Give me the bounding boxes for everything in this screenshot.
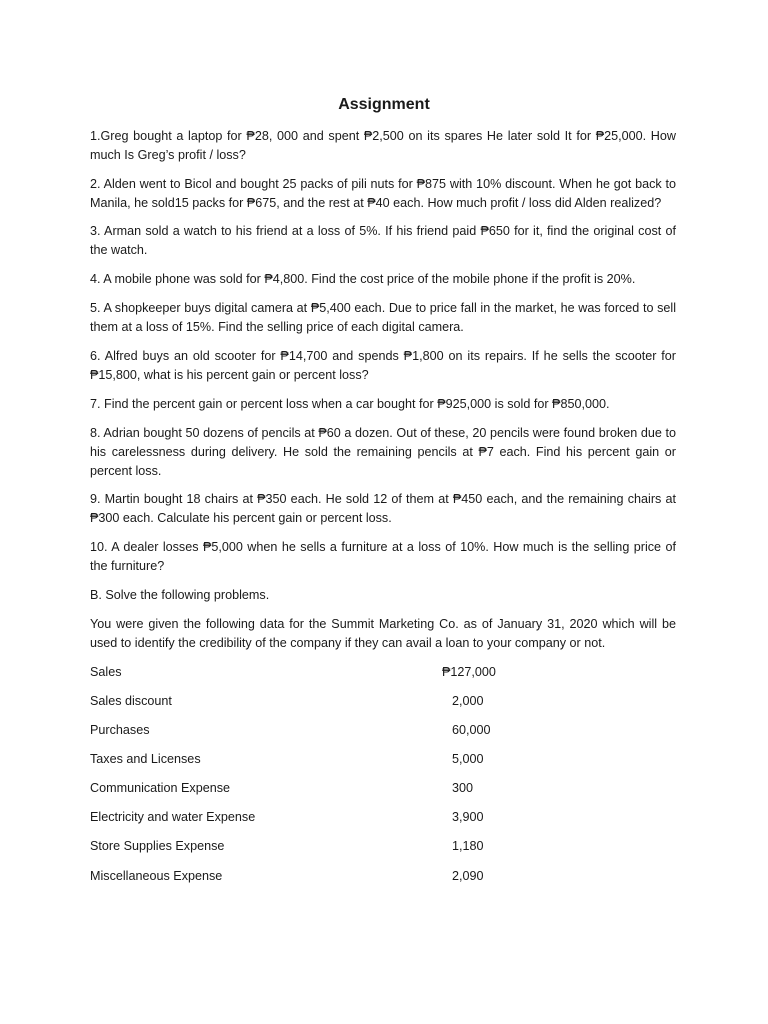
problem-7: 7. Find the percent gain or percent loss when a car bought for ₱925,000 is sold for ₱850,000. bbox=[90, 397, 610, 411]
ledger-value: 1,180 bbox=[452, 839, 484, 853]
ledger-label: Miscellaneous Expense bbox=[90, 869, 223, 883]
ledger-label: Store Supplies Expense bbox=[90, 839, 225, 853]
problem-1: 1.Greg bought a laptop for ₱28, 000 and spent ₱2,500 on its spares He later sold It for ₱25,000. How much Is Greg’s profit / loss? bbox=[90, 129, 676, 162]
ledger-row bbox=[90, 779, 676, 798]
ledger-value: 300 bbox=[452, 781, 474, 795]
ledger-row bbox=[90, 663, 676, 682]
ledger-label: Sales discount bbox=[90, 694, 172, 708]
problem-4: 4. A mobile phone was sold for ₱4,800. Find the cost price of the mobile phone if the profit is 20%. bbox=[90, 272, 636, 286]
problem-8: 8. Adrian bought 50 dozens of pencils at ₱60 a dozen. Out of these, 20 pencils were found broken due to his carelessness during delivery. He sold the remaining pencils at ₱7 each. Find his percent gain or percent loss. bbox=[90, 426, 676, 478]
problem-5: 5. A shopkeeper buys digital camera at ₱5,400 each. Due to price fall in the market, he was forced to sell them at a loss of 15%. Find the selling price of each digital camera. bbox=[90, 301, 676, 334]
section-b-heading: B. Solve the following problems. bbox=[90, 588, 270, 602]
ledger-value: 3,900 bbox=[452, 810, 484, 824]
ledger-value: ₱127,000 bbox=[442, 665, 496, 679]
document-title: Assignment bbox=[338, 96, 430, 113]
problem-2: 2. Alden went to Bicol and bought 25 packs of pili nuts for ₱875 with 10% discount. When he got back to Manila, he sold15 packs for ₱675, and the rest at ₱40 each. How much profit / loss did Alden realized? bbox=[90, 177, 676, 210]
problem-6: 6. Alfred buys an old scooter for ₱14,700 and spends ₱1,800 on its repairs. If he sells the scooter for ₱15,800, what is his percent gain or percent loss? bbox=[90, 349, 676, 382]
problem-3: 3. Arman sold a watch to his friend at a loss of 5%. If his friend paid ₱650 for it, find the original cost of the watch. bbox=[90, 224, 676, 257]
ledger-value: 60,000 bbox=[452, 723, 491, 737]
problem-9: 9. Martin bought 18 chairs at ₱350 each. He sold 12 of them at ₱450 each, and the remaining chairs at ₱300 each. Calculate his percent gain or percent loss. bbox=[90, 492, 676, 525]
ledger-row bbox=[90, 837, 676, 856]
ledger-value: 5,000 bbox=[452, 752, 484, 766]
ledger-row bbox=[90, 867, 676, 886]
ledger-row bbox=[90, 721, 676, 740]
ledger-value: 2,000 bbox=[452, 694, 484, 708]
ledger-row bbox=[90, 692, 676, 711]
ledger-value: 2,090 bbox=[452, 869, 484, 883]
ledger-row bbox=[90, 750, 676, 769]
ledger-row bbox=[90, 808, 676, 827]
ledger-label: Sales bbox=[90, 665, 122, 679]
ledger-label: Communication Expense bbox=[90, 781, 231, 795]
section-b-intro: You were given the following data for the Summit Marketing Co. as of January 31, 2020 which will be used to identify the credibility of the company if they can avail a loan to your company or not. bbox=[90, 617, 676, 650]
ledger-label: Electricity and water Expense bbox=[90, 810, 256, 824]
ledger-label: Purchases bbox=[90, 723, 150, 737]
problem-10: 10. A dealer losses ₱5,000 when he sells a furniture at a loss of 10%. How much is the selling price of the furniture? bbox=[90, 540, 676, 573]
ledger-label: Taxes and Licenses bbox=[90, 752, 201, 766]
